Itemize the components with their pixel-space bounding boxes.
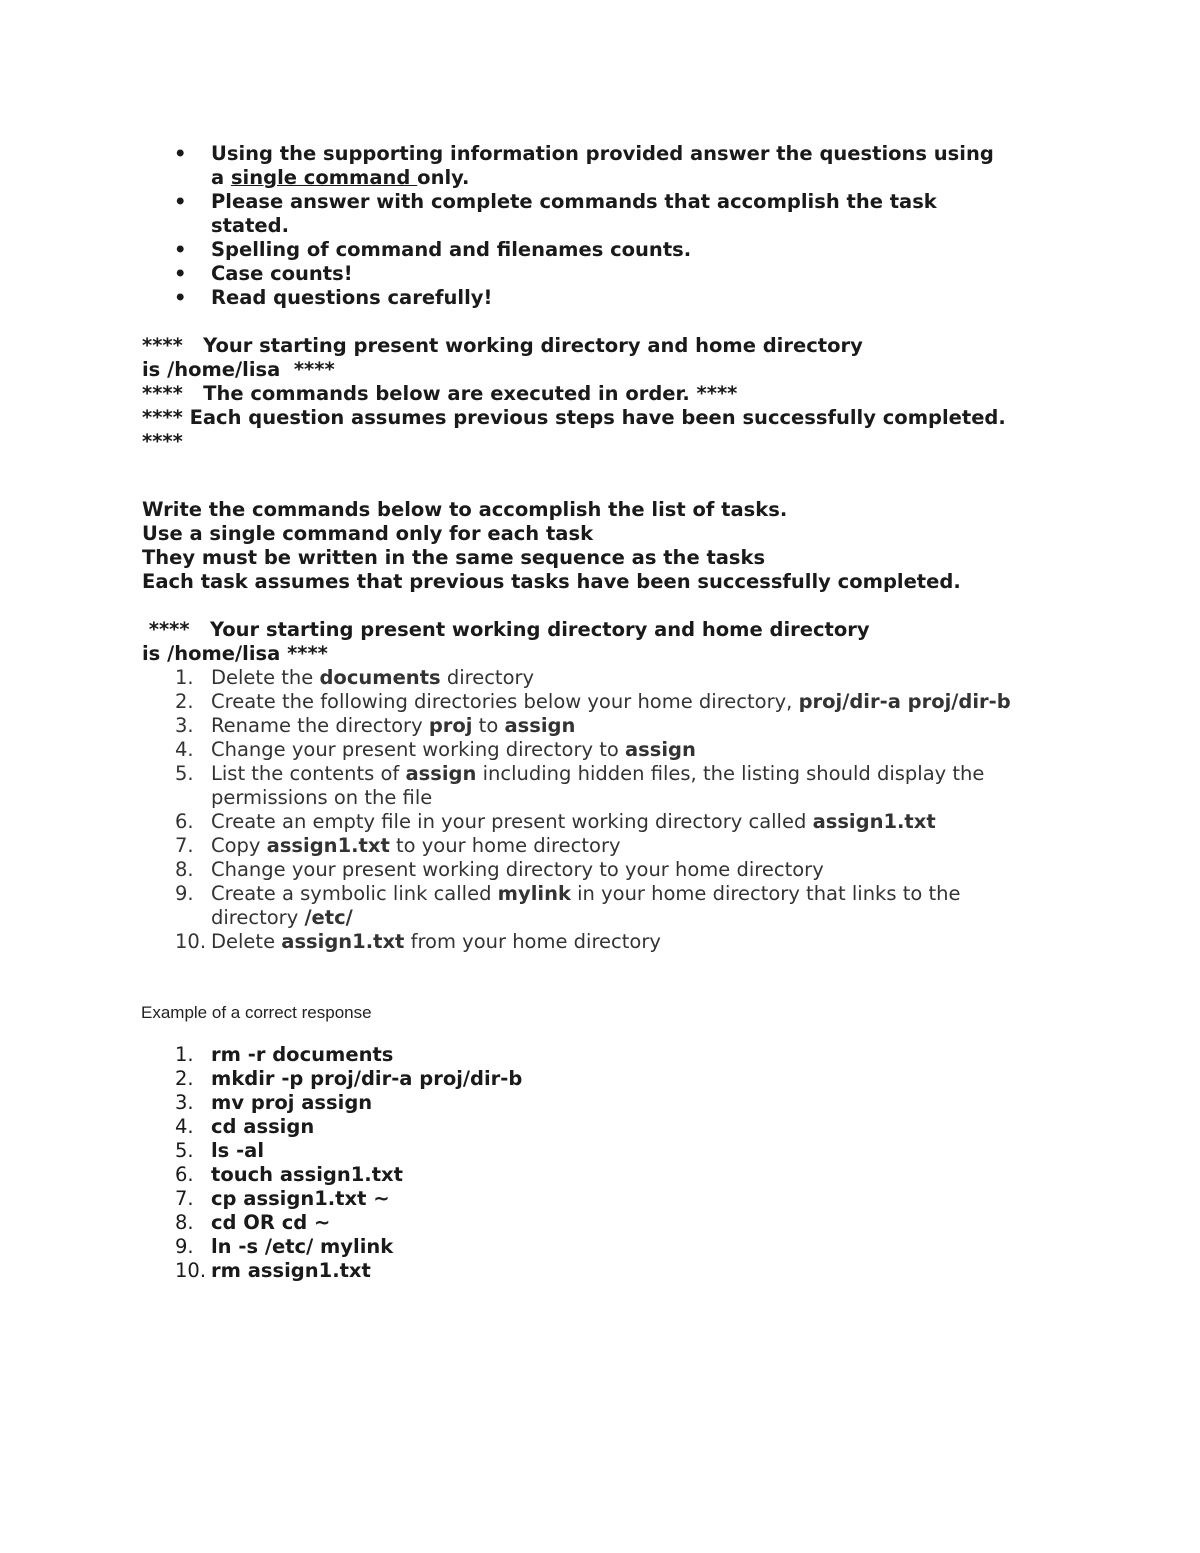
- text-segment: to: [472, 714, 505, 737]
- task-list: [142, 666, 1102, 954]
- text-segment: Case counts!: [211, 262, 353, 285]
- text-segment: including hidden files, the listing should display the: [476, 762, 985, 785]
- text-segment: only.: [417, 166, 470, 189]
- example-label: Example of a correct response: [141, 1003, 372, 1022]
- bold-text: assign1.txt: [266, 834, 390, 857]
- task-item: [142, 666, 1102, 690]
- task-number: 10.: [175, 930, 207, 953]
- text-line: Use a single command only for each task: [142, 522, 594, 545]
- answer-item: [142, 1211, 1102, 1235]
- answer-number: 6.: [175, 1163, 194, 1186]
- answer-number: 4.: [175, 1115, 194, 1138]
- text-line: They must be written in the same sequence as the tasks: [142, 546, 766, 569]
- text-line: [211, 286, 1082, 310]
- bold-text: proj/dir-a proj/dir-b: [798, 690, 1011, 713]
- answer-item: [142, 1235, 1102, 1259]
- text-line: Write the commands below to accomplish the list of tasks.: [142, 498, 788, 521]
- text-line: Each task assumes that previous tasks have been successfully completed.: [142, 570, 961, 593]
- answer-number: 2.: [175, 1067, 194, 1090]
- answer-number: 1.: [175, 1043, 194, 1066]
- task-number: 7.: [175, 834, 194, 857]
- text-segment: in your home directory that links to the: [570, 882, 961, 905]
- bold-text: documents: [319, 666, 441, 689]
- task-item: [142, 738, 1102, 762]
- starting-directory-note: [142, 618, 1102, 666]
- answer-item: [142, 1187, 1102, 1211]
- text-line: [211, 214, 1082, 238]
- bold-text: mylink: [497, 882, 571, 905]
- answer-item: [142, 1139, 1102, 1163]
- bold-text: assign: [405, 762, 477, 785]
- text-segment: Read questions carefully!: [211, 286, 493, 309]
- task-item: [142, 810, 1102, 834]
- task-number: 9.: [175, 882, 194, 905]
- answer-item: [142, 1115, 1102, 1139]
- answer-command: ls -al: [211, 1139, 265, 1162]
- answer-command: mv proj assign: [211, 1091, 373, 1114]
- answer-item: [142, 1163, 1102, 1187]
- text-segment: Please answer with complete commands that accomplish the task: [211, 190, 937, 213]
- answer-item: [142, 1259, 1102, 1283]
- bold-text: assign: [504, 714, 576, 737]
- bold-text: proj: [428, 714, 473, 737]
- text-line: [211, 834, 1102, 858]
- task-instructions: [142, 498, 1102, 594]
- bullet-item: [142, 190, 1082, 238]
- answer-number: 5.: [175, 1139, 194, 1162]
- text-segment: a: [211, 166, 231, 189]
- answer-command: rm -r documents: [211, 1043, 394, 1066]
- text-line: **** The commands below are executed in order. ****: [142, 382, 738, 405]
- answer-number: 10.: [175, 1259, 207, 1282]
- bullet-dot-icon: •: [174, 142, 187, 165]
- rules-bullet-list: [142, 142, 1082, 310]
- task-number: 8.: [175, 858, 194, 881]
- text-line: [211, 238, 1082, 262]
- text-segment: Change your present working directory to your home directory: [211, 858, 824, 881]
- bullet-item: [142, 142, 1082, 190]
- text-segment: from your home directory: [404, 930, 661, 953]
- answer-command: ln -s /etc/ mylink: [211, 1235, 394, 1258]
- text-line: [211, 690, 1102, 714]
- text-line: [211, 714, 1102, 738]
- text-line: **** Your starting present working directory and home directory: [142, 618, 870, 641]
- text-segment: directory: [211, 906, 305, 929]
- bullet-dot-icon: •: [174, 262, 187, 285]
- bullet-item: [142, 262, 1082, 286]
- text-line: [211, 142, 1082, 166]
- text-segment: Create an empty file in your present working directory called: [211, 810, 813, 833]
- text-line: [211, 166, 1082, 190]
- text-line: is /home/lisa ****: [142, 358, 335, 381]
- task-number: 6.: [175, 810, 194, 833]
- task-item: [142, 690, 1102, 714]
- task-number: 4.: [175, 738, 194, 761]
- text-segment: Create the following directories below your home directory,: [211, 690, 799, 713]
- text-segment: List the contents of: [211, 762, 406, 785]
- answer-command: rm assign1.txt: [211, 1259, 371, 1282]
- answer-number: 7.: [175, 1187, 194, 1210]
- text-segment: Rename the directory: [211, 714, 429, 737]
- text-line: is /home/lisa ****: [142, 642, 328, 665]
- bold-text: /etc/: [304, 906, 353, 929]
- text-line: ****: [142, 430, 183, 453]
- bold-text: assign1.txt: [812, 810, 936, 833]
- text-line: [211, 666, 1102, 690]
- bold-text: assign: [624, 738, 696, 761]
- answer-command: cp assign1.txt ~: [211, 1187, 390, 1210]
- text-line: [211, 762, 1102, 786]
- answer-number: 8.: [175, 1211, 194, 1234]
- text-segment: Delete the: [211, 666, 320, 689]
- task-item: [142, 762, 1102, 810]
- task-item: [142, 834, 1102, 858]
- answer-command: mkdir -p proj/dir-a proj/dir-b: [211, 1067, 523, 1090]
- text-line: [211, 906, 1102, 930]
- text-line: **** Each question assumes previous steps have been successfully completed.: [142, 406, 1006, 429]
- bullet-item: [142, 238, 1082, 262]
- text-line: [211, 190, 1082, 214]
- underlined-text: single command: [230, 166, 418, 189]
- text-segment: directory: [440, 666, 535, 689]
- answer-number: 3.: [175, 1091, 194, 1114]
- bullet-dot-icon: •: [174, 190, 187, 213]
- text-segment: Delete: [211, 930, 282, 953]
- text-segment: Spelling of command and filenames counts.: [211, 238, 692, 261]
- text-line: [211, 262, 1082, 286]
- answer-item: [142, 1067, 1102, 1091]
- task-item: [142, 930, 1102, 954]
- answer-command: cd assign: [211, 1115, 315, 1138]
- text-line: [211, 810, 1102, 834]
- task-number: 5.: [175, 762, 194, 785]
- answer-item: [142, 1043, 1102, 1067]
- text-segment: Change your present working directory to: [211, 738, 625, 761]
- task-number: 3.: [175, 714, 194, 737]
- bold-text: assign1.txt: [281, 930, 405, 953]
- text-segment: stated.: [211, 214, 289, 237]
- task-number: 1.: [175, 666, 194, 689]
- text-line: [211, 882, 1102, 906]
- task-item: [142, 882, 1102, 930]
- bullet-item: [142, 286, 1082, 310]
- text-segment: to your home directory: [389, 834, 621, 857]
- text-line: **** Your starting present working directory and home directory: [142, 334, 863, 357]
- text-line: [211, 786, 1102, 810]
- text-line: [211, 858, 1102, 882]
- answer-list: [142, 1043, 1102, 1283]
- answer-command: touch assign1.txt: [211, 1163, 403, 1186]
- task-number: 2.: [175, 690, 194, 713]
- text-line: [211, 738, 1102, 762]
- bullet-dot-icon: •: [174, 238, 187, 261]
- text-segment: Create a symbolic link called: [211, 882, 498, 905]
- working-directory-notes: [142, 334, 1102, 454]
- text-segment: Using the supporting information provided answer the questions using: [211, 142, 994, 165]
- answer-item: [142, 1091, 1102, 1115]
- text-line: [211, 930, 1102, 954]
- task-item: [142, 714, 1102, 738]
- task-item: [142, 858, 1102, 882]
- answer-command: cd OR cd ~: [211, 1211, 331, 1234]
- text-segment: permissions on the file: [211, 786, 433, 809]
- bullet-dot-icon: •: [174, 286, 187, 309]
- answer-number: 9.: [175, 1235, 194, 1258]
- text-segment: Copy: [211, 834, 267, 857]
